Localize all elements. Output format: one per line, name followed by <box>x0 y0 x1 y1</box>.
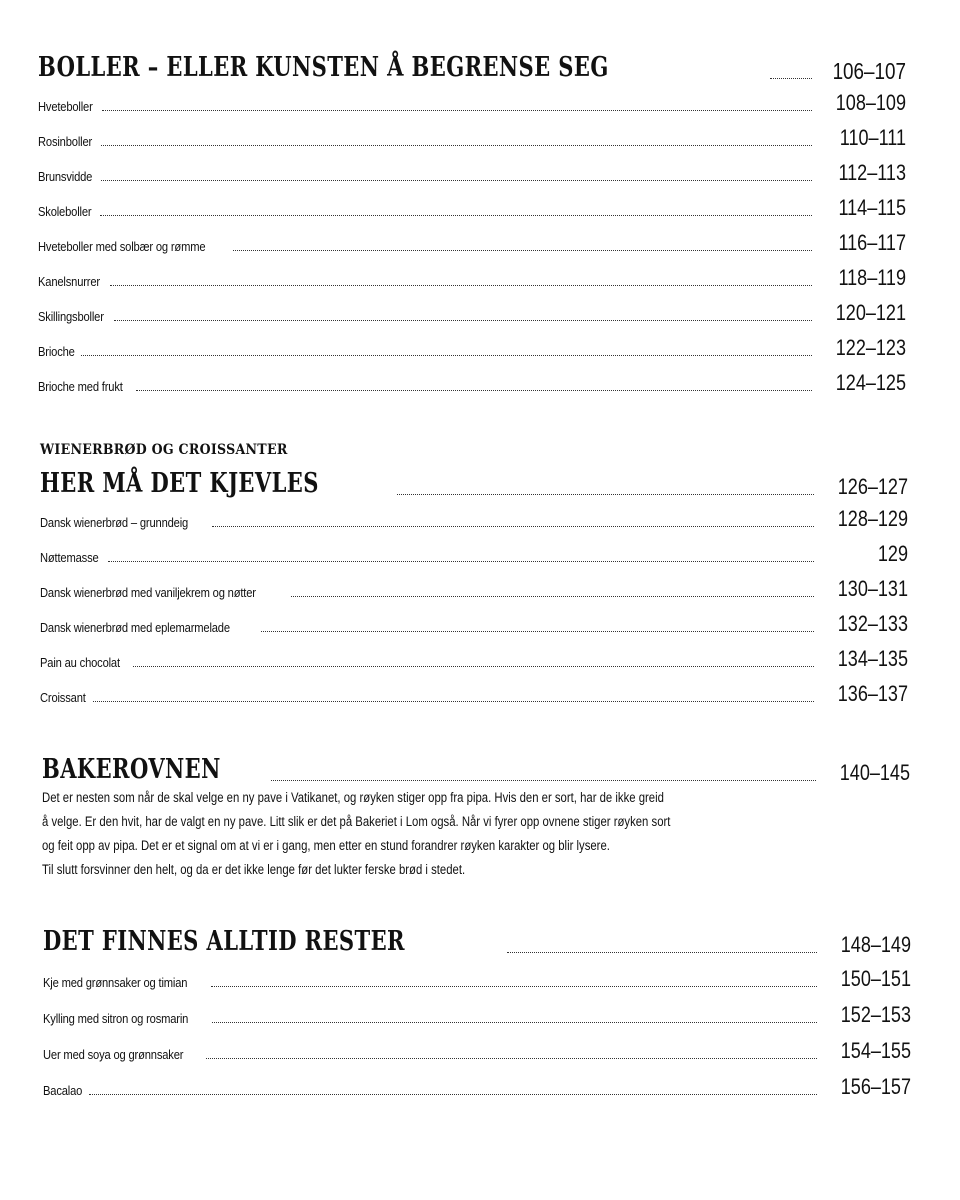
entry-page-range: 136–137 <box>837 681 908 706</box>
dot-leader <box>261 631 814 632</box>
section-heading-row[interactable] <box>43 918 911 956</box>
section-heading-row[interactable] <box>38 30 906 82</box>
paragraph-line: Det er nesten som når de skal velge en ny pave i Vatikanet, og røyken stiger opp fra pipa. Hvis den er sort, har de ikke greid <box>42 790 664 805</box>
entry-page-range: 108–109 <box>835 90 906 115</box>
entry-title: Dansk wienerbrød – grunndeig <box>40 515 189 530</box>
paragraph-line: og feit opp av pipa. Det er et signal om at vi er i gang, men etter en stund forandrer røyken karakter og blir lysere. <box>42 838 610 853</box>
toc-entry[interactable] <box>43 1000 911 1026</box>
toc-entry[interactable] <box>43 1072 911 1098</box>
paragraph-line: å velge. Er den hvit, har de valgt en ny pave. Litt slik er det på Bakeriet i Lom også. Når vi fyrer opp ovnene stiger røyken sort <box>42 814 671 829</box>
dot-leader <box>133 666 814 667</box>
toc-entry[interactable] <box>43 1036 911 1062</box>
dot-leader <box>101 180 812 181</box>
heading-page-range: 106–107 <box>832 58 906 84</box>
toc-entry[interactable] <box>38 300 906 324</box>
section-heading: DET FINNES ALLTID RESTER <box>43 926 405 957</box>
entry-title: Croissant <box>40 690 86 705</box>
toc-entry[interactable] <box>38 160 906 184</box>
toc-entry[interactable] <box>38 230 906 254</box>
entry-title: Nøttemasse <box>40 550 99 565</box>
entry-title: Brunsvidde <box>38 169 93 184</box>
dot-leader <box>110 285 812 286</box>
dot-leader <box>770 78 812 79</box>
dot-leader <box>291 596 814 597</box>
dot-leader <box>233 250 812 251</box>
section-heading: BOLLER – ELLER KUNSTEN Å BEGRENSE SEG <box>38 52 609 83</box>
section-bakerovnen <box>42 748 910 884</box>
entry-title: Brioche med frukt <box>38 379 123 394</box>
entry-page-range: 129 <box>877 541 908 566</box>
entry-page-range: 130–131 <box>837 576 908 601</box>
entry-page-range: 154–155 <box>840 1038 911 1063</box>
dot-leader <box>212 1022 817 1023</box>
dot-leader <box>507 952 817 953</box>
toc-entry[interactable] <box>38 265 906 289</box>
section-heading-row[interactable] <box>40 462 908 498</box>
entry-page-range: 124–125 <box>835 370 906 395</box>
entry-title: Hveteboller <box>38 99 93 114</box>
entry-page-range: 116–117 <box>838 230 906 255</box>
entry-title: Bacalao <box>43 1083 83 1098</box>
dot-leader <box>100 215 812 216</box>
entry-title: Pain au chocolat <box>40 655 120 670</box>
section-wienerbrod <box>40 440 908 710</box>
toc-entry[interactable] <box>38 370 906 394</box>
dot-leader <box>81 355 812 356</box>
entry-title: Dansk wienerbrød med vaniljekrem og nøtter <box>40 585 256 600</box>
dot-leader <box>271 780 816 781</box>
entry-page-range: 134–135 <box>837 646 908 671</box>
toc-entry[interactable] <box>38 195 906 219</box>
dot-leader <box>108 561 814 562</box>
heading-page-range: 148–149 <box>840 932 911 957</box>
section-heading: BAKEROVNEN <box>42 754 221 785</box>
entry-title: Kje med grønnsaker og timian <box>43 975 188 990</box>
toc-entry[interactable] <box>40 681 908 705</box>
entry-page-range: 152–153 <box>840 1002 911 1027</box>
section-description <box>42 786 781 882</box>
entry-page-range: 110–111 <box>839 125 906 150</box>
toc-entry[interactable] <box>40 541 908 565</box>
toc-entry[interactable] <box>40 646 908 670</box>
section-rester <box>43 918 911 1108</box>
paragraph-line: Til slutt forsvinner den helt, og da er det ikke lenge før det lukter ferske brød i stedet. <box>42 862 466 877</box>
entry-page-range: 112–113 <box>838 160 906 185</box>
entry-title: Rosinboller <box>38 134 93 149</box>
entry-title: Skillingsboller <box>38 309 104 324</box>
section-kicker: WIENERBRØD OG CROISSANTER <box>40 442 288 458</box>
dot-leader <box>136 390 812 391</box>
toc-entry[interactable] <box>38 335 906 359</box>
toc-entry[interactable] <box>40 576 908 600</box>
dot-leader <box>101 145 812 146</box>
dot-leader <box>212 526 814 527</box>
heading-page-range: 140–145 <box>839 760 910 785</box>
entry-title: Hveteboller med solbær og rømme <box>38 239 206 254</box>
entry-page-range: 120–121 <box>835 300 906 325</box>
entry-title: Kanelsnurrer <box>38 274 100 289</box>
entry-page-range: 114–115 <box>838 195 906 220</box>
dot-leader <box>93 701 814 702</box>
entry-title: Uer med soya og grønnsaker <box>43 1047 184 1062</box>
entry-title: Brioche <box>38 344 75 359</box>
section-heading-row[interactable] <box>42 748 910 784</box>
toc-entry[interactable] <box>38 125 906 149</box>
section-heading: HER MÅ DET KJEVLES <box>40 468 319 499</box>
entry-page-range: 128–129 <box>837 506 908 531</box>
toc-entry[interactable] <box>40 506 908 530</box>
entry-title: Skoleboller <box>38 204 92 219</box>
entry-page-range: 150–151 <box>840 966 911 991</box>
dot-leader <box>397 494 814 495</box>
dot-leader <box>89 1094 817 1095</box>
toc-entry[interactable] <box>38 90 906 114</box>
heading-page-range: 126–127 <box>837 474 908 499</box>
dot-leader <box>211 986 817 987</box>
entry-title: Dansk wienerbrød med eplemarmelade <box>40 620 230 635</box>
entry-page-range: 132–133 <box>837 611 908 636</box>
dot-leader <box>114 320 812 321</box>
entry-title: Kylling med sitron og rosmarin <box>43 1011 189 1026</box>
toc-entry[interactable] <box>40 611 908 635</box>
dot-leader <box>206 1058 817 1059</box>
dot-leader <box>102 110 812 111</box>
entry-page-range: 156–157 <box>840 1074 911 1099</box>
section-boller <box>38 30 906 400</box>
toc-entry[interactable] <box>43 964 911 990</box>
entry-page-range: 118–119 <box>838 265 906 290</box>
entry-page-range: 122–123 <box>835 335 906 360</box>
